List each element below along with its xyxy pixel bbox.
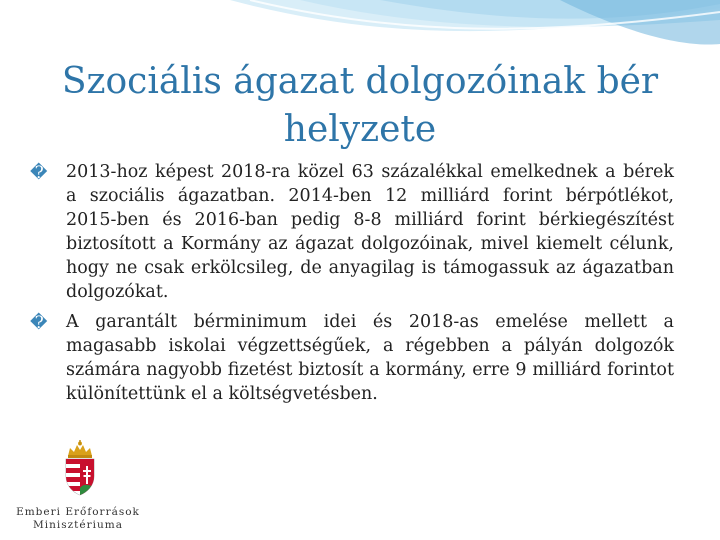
bullet-marker-icon: � (30, 163, 48, 183)
slide-body (30, 160, 674, 412)
hungarian-coat-of-arms-icon (60, 440, 100, 496)
bullet-text: 2013-hoz képest 2018-ra közel 63 százalékkal emelkednek a bérek a szociális ágazatban. 2014-ben 12 milliárd forint bérpótlékot, 2015-ben és 2016-ban pedig 8-8 milliárd forint bérkiegészítést biztosított a Kormány az ágazat dolgozóinak, mivel kiemelt célunk, hogy ne csak erkölcsileg, de anyagilag is támogassuk az ágazatban dolgozókat. (66, 162, 674, 302)
bullet-item (30, 310, 674, 406)
org-name-line-2: Minisztériuma (33, 519, 123, 531)
bullet-item (30, 160, 674, 304)
bullet-marker-icon: � (30, 313, 48, 333)
bullet-text: A garantált bérminimum idei és 2018-as emelése mellett a magasabb iskolai végzettségűek, a régebben a pályán dolgozók számára nagyobb fizetést biztosít a kormány, erre 9 milliárd forintot különítettünk el a költségvetésben. (66, 312, 674, 404)
title-line-1: Szociális ágazat dolgozóinak bér (61, 61, 659, 102)
ministry-logo (12, 440, 144, 532)
title-line-2: helyzete (283, 109, 437, 150)
slide-title (60, 58, 660, 154)
org-name-line-1: Emberi Erőforrások (16, 506, 140, 518)
